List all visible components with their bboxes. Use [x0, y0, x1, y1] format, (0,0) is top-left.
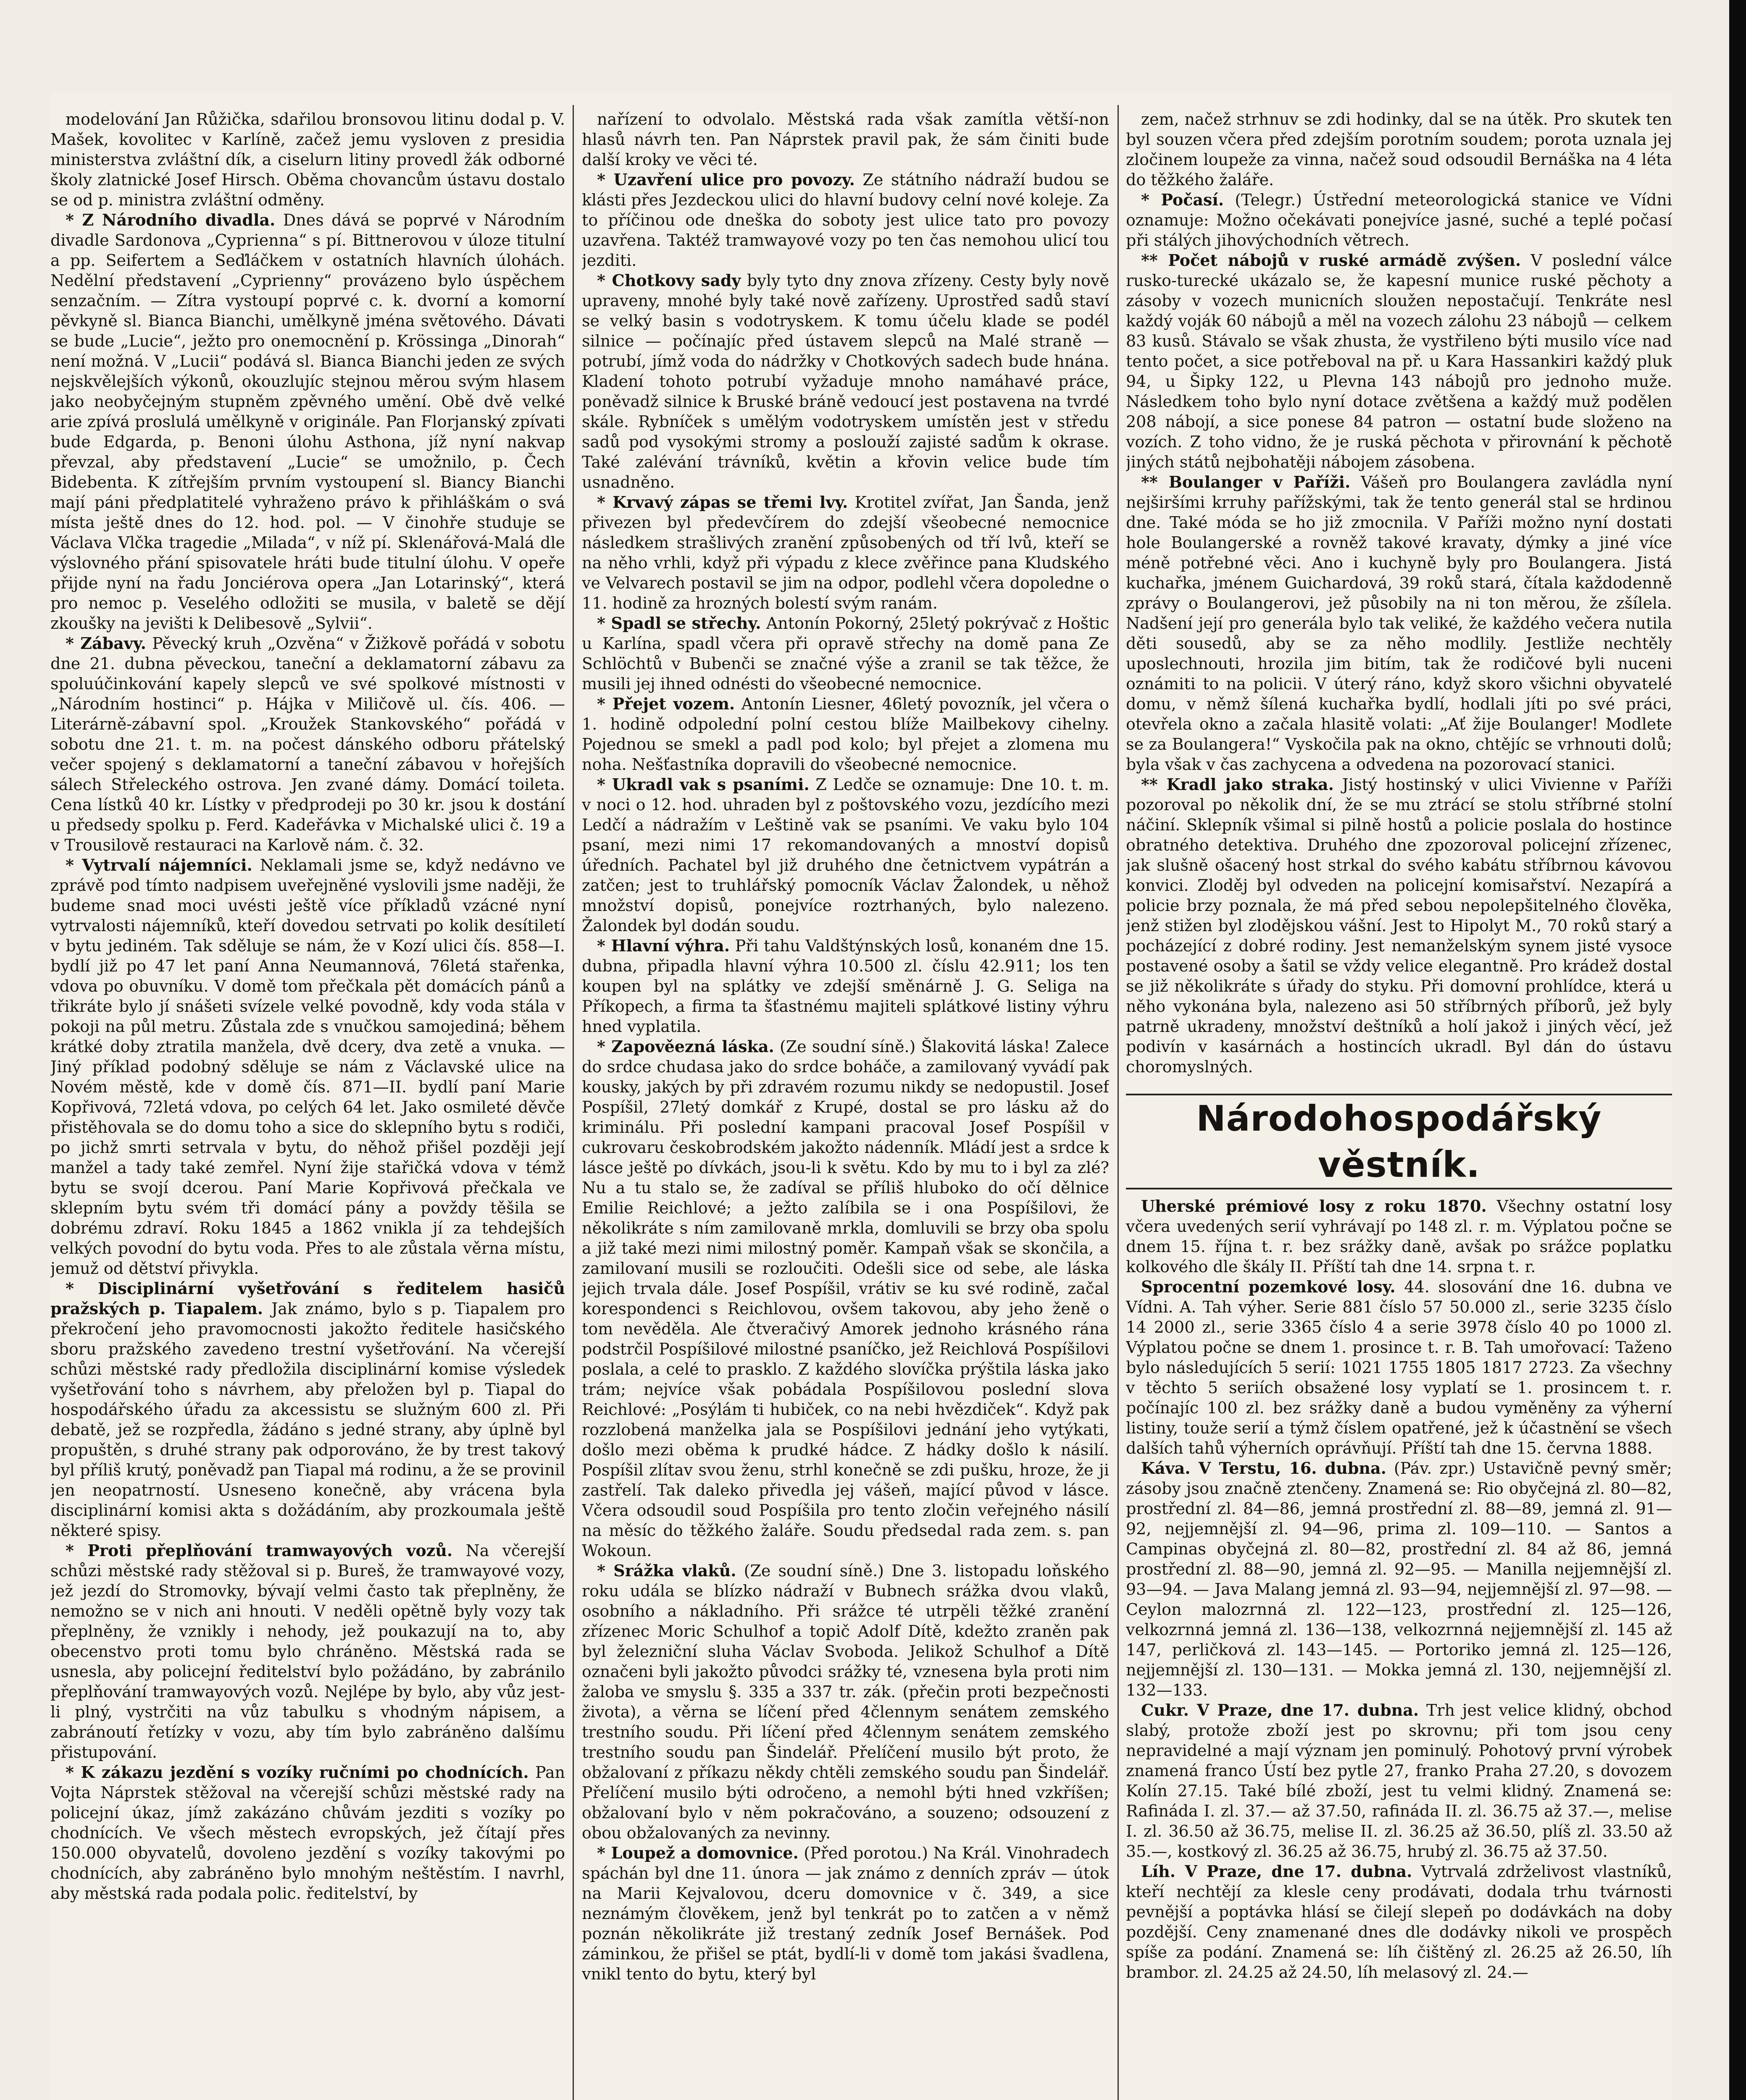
- article: [50, 210, 565, 633]
- scan-edge: [1729, 0, 1746, 2100]
- article-heading: * Loupež a domovnice.: [597, 1843, 799, 1862]
- article-heading: * Přejet vozem.: [597, 694, 735, 713]
- article-heading: * K zákazu jezdění s vozíky ručními po chodnících.: [66, 1763, 529, 1782]
- article-body: Při tahu Valdštýnských losů, konaném dne 15. dubna, připadla hlavní výhra 10.500 zl. číslu 42.911; los ten koupen byl na splátky ve zdejší směnárně J. G. Seliga na Příkopech, a firma ta šťastnému majiteli splátkové listiny výhru hned vyplatila.: [582, 937, 1109, 1036]
- article-body: (Páv. zpr.) Ustavičně pevný směr; zásoby jsou značně ztenčeny. Znamená se: Rio obyčejná zl. 80—82, prostřední zl. 84—86, jemná prostřední zl. 88—89, jemná zl. 91—92, nejjemnější zl. 94—96, prima zl. 109—110. — Santos a Campinas obyčejná zl. 80—82, prostřední zl. 84 až 86, jemná prostřední zl. 88—90, jemná zl. 92—95. — Manilla nejjemnější zl. 93—94. — Java Malang jemná zl. 93—94, nejjemnější zl. 97—98. — Ceylon malozrnná zl. 122—123, prostřední zl. 125—126, velkozrnná jemná zl. 136—138, velkozrnná nejjemnější zl. 145 až 147, perličková zl. 143—145. — Portoriko jemná zl. 125—126, nejjemnější zl. 130—131. — Mokka jemná zl. 130, nejjemnější zl. 132—133.: [1126, 1459, 1672, 1699]
- article-body: Neklamali jsme se, když nedávno ve zprávě pod tímto nadpisem uveřejněné vyslovili jsme naději, že budeme snad moci uvésti ještě více příkladů vzácné nyní vytrvalosti nájemníků, kteří dovedou setrvati po kolik desítiletí v bytu jediném. Tak sděluje se nám, že v Kozí ulici čís. 858—I. bydlí již po 47 let paní Anna Neumannová, 76letá stařenka, vdova po obuvníku. V domě tom přečkala pět domácích pánů a třikráte bylo jí snášeti svízele velké povodně, kdy voda stála v pokoji na půl metru. Zůstala zde s vnučkou samojediná; během krátké doby ztratila manžela, dvě dcery, dva zetě a vnuka. — Jiný příklad podobný sděluje se nám z Václavské ulice na Novém městě, kde v domě čís. 871—II. bydlí paní Marie Kopřivová, 72letá vdova, po celých 64 let. Jako osmileté děvče přistěhovala se do domu toho a sice do sklepního bytu s rodiči, po jichž smrti setrvala v bytu, do něhož přišel později její manžel a tady také zemřel. Nyní žije stařičká vdova v témž bytu se svojí dcerou. Paní Marie Kopřivová přečkala ve sklepním bytu svém tři domácí pány a povždy těšila se dobrému zdraví. Roku 1845 a 1862 vnikla jí za tehdejších velkých povodní do bytu voda. Přes to ale zůstala věrna místu, jemuž od dětství přivykla.: [50, 856, 565, 1278]
- article: [582, 270, 1109, 492]
- article-body: Trh jest velice klidný, obchod slabý, protože zboží jest po skrovnu; při tom jsou ceny nepravidelné a mají význam jen pominulý. Pohotový první výrobek znamená franco Ústí bez pytle 27, franko Praha 27.20, s dovozem Kolín 27.15. Také bílé zboží, jest tu velmi klidný. Znamená se: Rafináda I. zl. 37.— až 37.50, rafináda II. zl. 36.75 až 37.—, melise I. zl. 36.50 až 36.75, melise II. zl. 36.25 až 36.50, plíš zl. 33.50 až 35.—, kostkový zl. 36.25 až 36.75, hrubý zl. 36.75 až 37.50.: [1126, 1701, 1672, 1861]
- article: [50, 1278, 565, 1541]
- article: [582, 1037, 1109, 1561]
- article-body: (Ze soudní síně.) Dne 3. listopadu loňského roku udála se blízko nádraží v Bubnech srážka dvou vlaků, osobního a nákladního. Při srážce té utrpěli těžké zranění zřízenec Moric Schulhof a topič Adolf Dítě, kdežto zraněn pak byl železniční sluha Václav Svoboda. Jelikož Schulhof a Dítě označeni byli jakožto původci srážky té, vznesena byla proti nim žaloba ve smyslu §. 335 a 337 tr. zák. (přečin proti bezpečnosti života), a věrna se líčení před 4člennym senátem zemského trestního soudu. Při líčení před 4člennym senátem zemského trestního soudu pan Šindelář. Přelíčení musilo být proto, že obžalovaní z příkazu někdy chtěli zemského soudu pan Šindelář. Přelíčení musilo býti odročeno, a nemohl býti hned vzkříšen; obžalovaní bylo v něm pokračováno, a souzeno; odsouzení z obou obžalovaných za nevinny.: [582, 1562, 1109, 1842]
- article-body: Antonín Pokorný, 25letý pokrývač z Hoštic u Karlína, spadl včera při opravě střechy na domě pana Ze Schlöchtů v Bubenči se značné výše a zranil se tak těžce, že musili jej ihned odnésti do všeobecné nemocnice.: [582, 614, 1109, 693]
- article-body: nařízení to odvolalo. Městská rada však zamítla větší-non hlasů návrh ten. Pan Náprstek pravil pak, že sám činiti bude další kroky ve věci té.: [582, 110, 1109, 169]
- article-body: Všechny ostatní losy včera uvedených serií vyhrávají po 148 zl. r. m. Výplatou počne se dnem 15. října t. r. bez srážky daně, avšak po srážce poplatku kolkového dle škály II. Příští tah dne 14. srpna t. r.: [1126, 1197, 1672, 1276]
- article-heading: ** Kradl jako straka.: [1141, 775, 1334, 794]
- article: [582, 613, 1109, 694]
- article-heading: ** Počet nábojů v ruské armádě zvýšen.: [1141, 251, 1521, 270]
- article: [1126, 190, 1672, 250]
- article-heading: * Spadl se střechy.: [597, 614, 761, 633]
- article-heading: * Srážka vlaků.: [597, 1561, 736, 1580]
- article-heading: * Chotkovy sady: [597, 271, 741, 290]
- article: [582, 492, 1109, 613]
- article-body: Z Ledče se oznamuje: Dne 10. t. m. v noci o 12. hod. uhraden byl z poštovského vozu, jezdícího mezi Ledčí a nádražím v Leštině vak se psaními. Ve vaku bylo 104 psaní, mezi nimi 17 rekomandovaných a mnoství dopisů úředních. Pachatel byl již druhého dne četnictvem vypátrán a zatčen; jest to truhlářský pomocník Václav Žalondek, u něhož množství dopisů, ponejvíce roztrhaných, bylo nalezeno. Žalondek byl dodán soudu.: [582, 775, 1109, 935]
- article-heading: * Ukradl vak s psaními.: [597, 775, 810, 794]
- article-body: Vášeň pro Boulangera zavládla nyní nejširšími krruhy pařížskými, tak že tento generál stal se hrdinou dne. Také móda se ho již zmocnila. V Paříži možno nyní dostati hole Boulangerské a rovněž takové kravaty, dýmky a jiné více méně potřebné věci. Ano i kuchyně byly pro Boulangera. Jistá kuchařka, jménem Guichardová, 39 roků stará, čítala každodenně zprávy o Boulangerovi, jež působily na ni ton měrou, že zšílela. Nadšení její pro generála bylo tak veliké, že každého večera nutila děti sousedů, aby se za něho modlily. Jestliže nechtěly uposlechnouti, hrozila jim bitím, tak že rodičové byli nuceni oznámiti to na policii. V úterý ráno, když skoro všichni obyvatelé domu, v němž šílená kuchařka bydlí, hodlali jíti po své práci, otevřela okno a začala hlasitě volati: „Ať žije Boulanger! Modlete se za Boulangera!“ Vyskočila pak na okno, chtějíc se vrhnouti dolů; byla však v čas zachycena a odvedena na pozorovací stanici.: [1126, 473, 1672, 774]
- article: [1126, 109, 1672, 190]
- article-body: Antonín Liesner, 46letý povozník, jel včera o 1. hodině odpolední polní cestou blíže Mailbekovy cihelny. Pojednou se smekl a padl pod kolo; byl přejet a zlomena mu noha. Nešťastníka dopravili do všeobecné nemocnice.: [582, 695, 1109, 774]
- article-body: Krotitel zvířat, Jan Šanda, jenž přivezen byl předevčírem do zdejší všeobecné nemocnice následkem strašlivých zranění způsobených od tří lvů, kteří se na něho vrhli, když při výpadu z klece zvěřince pana Kludského ve Velvarech postavil se jim na odpor, podlehl včera dopoledne o 11. hodině za hrozných bolestí svým ranám.: [582, 493, 1109, 612]
- article: [582, 936, 1109, 1037]
- article-body: V poslední válce rusko-turecké ukázalo se, že kapesní munice ruské pěchoty a zásoby v vozech municních sloužen nepostačují. Tenkráte nesl každý voják 60 nábojů a měl na vozech zálohu 23 nábojů — celkem 83 kusů. Stávalo se však zhusta, že vystřileno býti musilo více nad tento počet, a sice potřeboval na př. u Kara Hassankiri každý pluk 94, u Šipky 122, u Plevna 143 nábojů pro jednoho muže. Následkem toho bylo nyní dotace zvětšena a každý muž podělen 208 nábojí, a sice ponese 84 patron — ostatní bude složeno na vozích. Z toho vidno, že je ruská pěchota v přirovnání k pěchotě jiných států nejbohatěji nábojem zásobena.: [1126, 251, 1672, 471]
- article-heading: * Zábavy.: [66, 634, 146, 653]
- column-divider: [573, 105, 574, 2100]
- article: [582, 694, 1109, 774]
- article-body: zem, načež strhnuv se zdi hodinky, dal se na útěk. Pro skutek ten byl souzen včera před zdejším porotním soudem; porota uznala jej zločinem loupeže za vinna, načež soud odsoudil Bernáška na 4 léta do těžkého žaláře.: [1126, 110, 1672, 189]
- article: [1126, 1458, 1672, 1700]
- article-heading: Líh. V Praze, dne 17. dubna.: [1141, 1862, 1412, 1881]
- article-heading: Uherské prémiové losy z roku 1870.: [1141, 1197, 1487, 1215]
- column-3: [1126, 109, 1672, 2100]
- article-body: modelování Jan Růžička, sdařilou bronsovou litinu dodal p. V. Mašek, kovolitec v Karlíně, začež jemu vysloven z presidia ministerstva zvláštní dík, a ciselurn litiny provedl žák odborné školy zlatnické Josef Hirsch. Oběma chovancům ústavu dostalo se od p. ministra zvláštní odměny.: [50, 110, 565, 209]
- article-body: Jistý hostinský v ulici Vivienne v Paříži pozoroval po několik dní, že se mu ztrácí se stolu stříbrné stolní náčiní. Sklepník všimal si pilně hostů a policie poslala do hostince obratného detektiva. Druhého dne zpozoroval policejní zřízenec, jak slušně ošacený host strkal do svého kabátu stříbrnou kávovou konvici. Zloděj byl odveden na policejní komisařství. Nezapírá a policie brzy poznala, že má před sebou nepolepšitelného člověka, jenž stižen byl zlodějskou vášní. Jest to Hipolyt M., 70 roků starý a pocházející z dobré rodiny. Jest nemanželským synem jisté vysoce postavené osoby a šatil se vždy velice elegantně. Pro krádež dostal se již několikráte s úřady do styku. Při domovní prohlídce, která u něho vykonána byla, nalezeno asi 50 stříbrných příborů, jež byly patrně ukradeny, množství deštníků a holí jakož i jiných věcí, jež podivín v kasárnách a hostincích ukradl. Byl dán do ústavu choromyslných.: [1126, 775, 1672, 1076]
- column-1: [50, 109, 565, 2100]
- article-heading: * Krvavý zápas se třemi lvy.: [597, 493, 848, 512]
- article-body: (Před porotou.) Na Král. Vinohradech spáchán byl dne 11. února — jak známo z denních zpráv — útok na Marii Kejvalovou, dceru domovnice v č. 349, a sice neznámým člověkem, jenž byl tenkrát po to zatčen a v němž poznán několikráte již trestaný zedník Josef Bernášek. Pod záminkou, že přišel se ptát, bydlí-li v domě tom jakási švadlena, vnikl tento do bytu, který byl: [582, 1844, 1109, 1983]
- article-body: Pan Vojta Náprstek stěžoval na včerejší schůzi městské rady na policejní úkaz, jímž zakázáno chůvám jezditi s vozíky po chodnících. Ve všech městech evropských, jež čítají přes 150.000 obyvatelů, dovoleno jezdění s vozíky takovými po chodnících, aby zabráněno bylo mnohým neštěstím. I navrhl, aby městská rada podala polic. ředitelství, by: [50, 1763, 565, 1903]
- article: [1126, 250, 1672, 472]
- article-body: Dnes dává se poprvé v Národním divadle Sardonova „Cyprienna“ s pí. Bittnerovou v úloze titulní a pp. Seifertem a Seďláčkem v ostatních hlavních úlohách. Nedělní představení „Cyprienny“ provázeno bylo úspěchem senzačním. — Zítra vystoupí poprvé c. k. dvorní a komorní pěvkyně sl. Bianca Bianchi, umělkyně jména světového. Dávati se bude „Lucie“, ježto pro onemocnění p. Krössinga „Dinorah“ není možná. V „Lucii“ podává sl. Bianca Bianchi jeden ze svých nejskvělejších výkonů, okouzlujíc stejnou měrou svým hlasem jako neobyčejným stupněm zpěvného umění. Obě dvě velké arie zpívá proslulá umělkyně v originále. Pan Florjanský zpívati bude Edgarda, p. Benoni úlohu Asthona, jíž nyní nakvap převzal, aby představení „Lucie“ se umožnilo, p. Čech Bidebenta. K zítřejším prvním vystoupení sl. Biancy Bianchi mají páni předplatitelé vyhraženo právo k přihláškám o svá místa ještě dnes do 12. hod. pol. — V činohře studuje se Václava Vlčka tragedie „Milada“, v níž pí. Sklenářová-Malá dle výslovného přání spisovatele hráti bude titulní úlohu. V opeře přijde nyní na řadu Jonciérova opera „Jan Lotarinský“, která pro nemoc p. Veselého odložiti se musila, v baletě se dějí zkoušky na jevišti k Delibesově „Sylvii“.: [50, 211, 565, 633]
- article-heading: * Hlavní výhra.: [597, 936, 730, 955]
- article: [582, 109, 1109, 170]
- article: [50, 1762, 565, 1903]
- article: [1126, 1700, 1672, 1861]
- article: [1126, 1277, 1672, 1458]
- article: [582, 1843, 1109, 1984]
- article-heading: Cukr. V Praze, dne 17. dubna.: [1141, 1701, 1419, 1719]
- article-body: Jak známo, bylo s p. Tiapalem pro překročení jeho pravomocnosti jakožto ředitele hasičského sboru pražského zavedeno trestní vyšetřování. Na včerejší schůzi městské rady předložila disciplinární komise výsledek vyšetřování toho s návrhem, aby přeložen byl p. Tiapal do hospodářského úřadu za akcessistu se služným 600 zl. Při debatě, jež se rozpředla, žádáno s jedné strany, aby úplně byl propuštěn, s druhé strany pak odporováno, že by trest takový byl příliš krutý, poněvadž pan Tiapal má rodinu, a že se provinil jen neopatrností. Usneseno konečně, aby vrácena byla disciplinární komisi akta s dožádáním, aby prozkoumala ještě některé spisy.: [50, 1299, 565, 1540]
- article: [582, 1561, 1109, 1843]
- article: [50, 633, 565, 855]
- article-heading: * Uzavření ulice pro povozy.: [597, 170, 855, 189]
- article: [50, 1541, 565, 1762]
- article: [1126, 472, 1672, 774]
- article-heading: * Vytrvalí nájemníci.: [66, 856, 252, 874]
- article-body: 44. slosování dne 16. dubna ve Vídni. A. Tah výher. Serie 881 číslo 57 50.000 zl., serie 3235 číslo 14 2000 zl., serie 3365 číslo 4 a serie 3978 číslo 40 po 1000 zl. Výplatou počne se dnem 1. prosince t. r. B. Tah umořovací: Taženo bylo následujících 5 serií: 1021 1755 1805 1817 2723. Za všechny v těchto 5 seriích obsažené losy vyplatí se 1. prosincem t. r. počínajíc 100 zl. bez srážky daně a budou vyměněny za výherní listiny, touže serií a týmž číslem opatřené, jež k účastnění se všech dalších tahů výherních oprávňují. Příští tah dne 15. června 1888.: [1126, 1278, 1672, 1457]
- article: [50, 109, 565, 210]
- article-heading: * Počasí.: [1141, 190, 1224, 209]
- newspaper-page: [50, 92, 1672, 2100]
- article-heading: * Disciplinární vyšetřování s ředitelem hasičů pražských p. Tiapalem.: [50, 1279, 565, 1318]
- article-heading: * Z Národního divadla.: [66, 210, 276, 229]
- column-divider: [1118, 105, 1119, 2100]
- article-body: (Ze soudní síně.) Šlakovitá láska! Zalece do srdce chudasa jako do srdce boháče, a zamilovaný vyvádí pak kousky, jakých by při zdravém rozumu nikdy se nedopustil. Josef Pospíšil, 27letý domkář z Krupé, dostal se pro lásku až do kriminálu. Při poslední kampani pracoval Josef Pospíšil v cukrovaru českobrodském jakožto nádenník. Mládí jest a srdce k lásce ještě po dívkách, jsou-li k světu. Kdo by mu to i byl za zlé? Nu a tu stalo se, že zadíval se příliš hluboko do očí dělnice Emilie Reichlové; a ježto zalíbila se i ona Pospíšilovi, že několikráte s ním zamilovaně mrkla, domluvili se brzy oba spolu a již také mezi nimi milostný poměr. Kampaň však se skončila, a zamilovaní musili se rozloučiti. Odešli sice od sebe, ale láska jejich trvala dále. Josef Pospíšil, vrátiv se ku své rodině, začal korespondenci s Reichlovou, ovšem takovou, aby jeho ženě o tom nevěděla. Ale čtveračivý Amorek jednoho krásného rána podstrčil Pospíšilové milostné psaníčko, jež Reichlová Pospíšilovi poslala, a celé to prasklo. Z každého slovíčka prýštila láska jako trám; nejvíce však pobádala Pospíšilovou poslední slova Reichlové: „Posýlám ti hubiček, co na nebi hvězdiček“. Když pak rozzlobená manželka jala se Pospíšilovi jednání jeho vytýkati, došlo mezi oběma k prudké hádce. Z hádky došlo k násilí. Pospíšil zlítav svou ženu, strhl konečně se zdi pušku, hroze, že ji zastřelí. Tak daleko přivedla jej vášeň, mající původ v lásce. Včera odsoudil soud Pospíšila pro tento zločin veřejného násilí na měsíc do těžkého žaláře. Soudu předsedal rada zem. s. pan Wokoun.: [582, 1037, 1109, 1560]
- article-body: byly tyto dny znova zřízeny. Cesty byly nově upraveny, mnohé byly také nově zařízeny. Uprostřed sadů staví se velký basin s vodotryskem. K tomu účelu klade se podél silnice — počínajíc před ústavem slepců na Malé straně — potrubí, jímž voda do nádržky v Chotkových sadech bude hnána. Kladení tohoto potrubí vyžaduje mnoho namáhavé práce, poněvadž silnice k Bruské bráně vedoucí jest postavena na tvrdé skále. Rybníček s umělým vodotryskem umístěn jest v středu sadů pod vysokými stromy a poslouží zajisté sadům k okrase. Také zalévání trávníků, květin a křovin velice bude tím usnadněno.: [582, 271, 1109, 491]
- article-heading: ** Boulanger v Paříži.: [1141, 472, 1351, 491]
- article: [50, 855, 565, 1278]
- article: [1126, 1196, 1672, 1277]
- article: [1126, 1861, 1672, 1982]
- article-heading: * Zapověezná láska.: [597, 1037, 774, 1056]
- article-body: Pěvecký kruh „Ozvěna“ v Žižkově pořádá v sobotu dne 21. dubna pěveckou, taneční a deklamatorní zábavu za spoluúčinkování kapely slepců ve své spolkové místnosti v „Národním hostinci“ p. Hájka v Miličově ul. čís. 406. — Literárně-zábavní spol. „Kroužek Stankovského“ pořádá v sobotu dne 21. t. m. na počest dánského odboru přátelský večer spojený s deklamatorní a taneční zábavou v hořejších sálech Střeleckého ostrova. Jen zvané dámy. Domácí toileta. Cena lístků 40 kr. Lístky v předprodeji po 30 kr. jsou k dostání u předsedy spolku p. Ferd. Kadeřávka v Michalské ulici č. 19 a v Trousilově restauraci na Karlově nám. č. 32.: [50, 634, 565, 854]
- article-body: (Telegr.) Ústřední meteorologická stanice ve Vídni oznamuje: Možno očekávati ponejvíce jasné, suché a teplé počasí při stálých jihovýchodních větrech.: [1126, 191, 1672, 249]
- article-heading: Káva. V Terstu, 16. dubna.: [1141, 1459, 1386, 1478]
- article: [582, 170, 1109, 270]
- section-title: Národohospodářský věstník.: [1126, 1094, 1672, 1189]
- article-heading: * Proti přeplňování tramwayových vozů.: [66, 1541, 453, 1560]
- column-2: [582, 109, 1109, 2100]
- article-body: Vytrvalá zdrželivost vlastníků, kteří nechtějí za klesle ceny prodávati, dodala trhu tvárnosti pevnější a poptávka hlásí se čilejí slepeň po dodávkách na doby pozdější. Ceny znamenané dnes dle dodávky nikoli ve prospěch spíše za podání. Znamená se: líh čištěný zl. 26.25 až 26.50, líh brambor. zl. 24.25 až 24.50, líh melasový zl. 24.—: [1126, 1862, 1672, 1982]
- article: [1126, 774, 1672, 1077]
- article-body: Ze státního nádraží budou se klásti přes Jezdeckou ulici do hlavní budovy celní nové koleje. Za to příčinou ode dneška do soboty jest ulice tato pro povozy uzavřena. Taktéž tramwayové vozy po ten čas nemohou ulicí tou jezditi.: [582, 171, 1109, 270]
- article: [582, 774, 1109, 936]
- article-heading: Sprocentní pozemkové losy.: [1141, 1277, 1396, 1296]
- article-body: Na včerejší schůzi městské rady stěžoval si p. Bureš, že tramwayové vozy, jež jezdí do Stromovky, bývají velmi často tak přeplněny, že nemožno se v nich ani hnouti. V neděli opětně byly vozy tak přeplněny, že vznikly i nehody, jež poukazují na to, aby obecenstvo proti tomu bylo chráněno. Městská rada se usnesla, aby policejní ředitelství bylo požádáno, by zabránilo přeplňování tramwayových vozů. Nejlépe by bylo, aby vůz jest-li plný, vystrčiti na vůz tabulku s vhodným nápisem, a zabránoutí řetízky v vozu, aby tím bylo zabráněno dalšímu přistupování.: [50, 1541, 565, 1761]
